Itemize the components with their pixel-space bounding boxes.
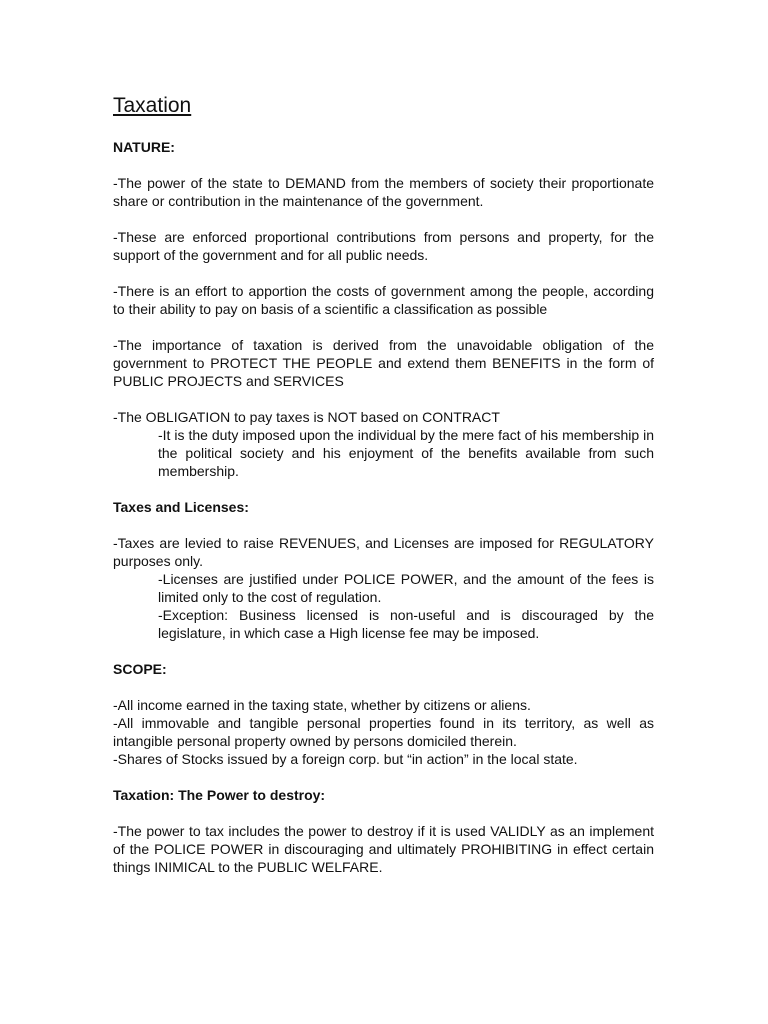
licenses-subparagraph-1: -Licenses are justified under POLICE POWER, and the amount of the fees is limited only to the cost of regulation.	[158, 571, 654, 605]
nature-heading: NATURE:	[113, 139, 175, 155]
document-page	[113, 92, 654, 894]
nature-paragraph-4: -The importance of taxation is derived from the unavoidable obligation of the government to PROTECT THE PEOPLE and extend them BENEFITS in the form of PUBLIC PROJECTS and SERVICES	[113, 337, 654, 389]
scope-line-1: -All income earned in the taxing state, whether by citizens or aliens.	[113, 697, 531, 713]
nature-paragraph-1: -The power of the state to DEMAND from the members of society their proportionate share or contribution in the maintenance of the government.	[113, 175, 654, 209]
nature-paragraph-2: -These are enforced proportional contributions from persons and property, for the support of the government and for all public needs.	[113, 229, 654, 263]
scope-line-3: -Shares of Stocks issued by a foreign corp. but “in action” in the local state.	[113, 751, 578, 767]
licenses-heading: Taxes and Licenses:	[113, 499, 249, 515]
nature-subparagraph: -It is the duty imposed upon the individual by the mere fact of his membership in the political society and his enjoyment of the benefits available from such membership.	[158, 427, 654, 479]
page-title: Taxation	[113, 94, 192, 117]
nature-paragraph-5: -The OBLIGATION to pay taxes is NOT based on CONTRACT	[113, 409, 500, 425]
scope-line-2: -All immovable and tangible personal properties found in its territory, as well as intangible personal property owned by persons domiciled therein.	[113, 715, 654, 749]
nature-paragraph-3: -There is an effort to apportion the costs of government among the people, according to their ability to pay on basis of a scientific a classification as possible	[113, 283, 654, 317]
destroy-heading: Taxation: The Power to destroy:	[113, 787, 326, 803]
licenses-paragraph-1: -Taxes are levied to raise REVENUES, and Licenses are imposed for REGULATORY purposes only.	[113, 535, 654, 569]
licenses-subparagraph-2: -Exception: Business licensed is non-useful and is discouraged by the legislature, in which case a High license fee may be imposed.	[158, 607, 654, 641]
destroy-paragraph-1: -The power to tax includes the power to destroy if it is used VALIDLY as an implement of the POLICE POWER in discouraging and ultimately PROHIBITING in effect certain things INIMICAL to the PUBLIC WELFARE.	[113, 823, 654, 875]
scope-heading: SCOPE:	[113, 661, 167, 677]
